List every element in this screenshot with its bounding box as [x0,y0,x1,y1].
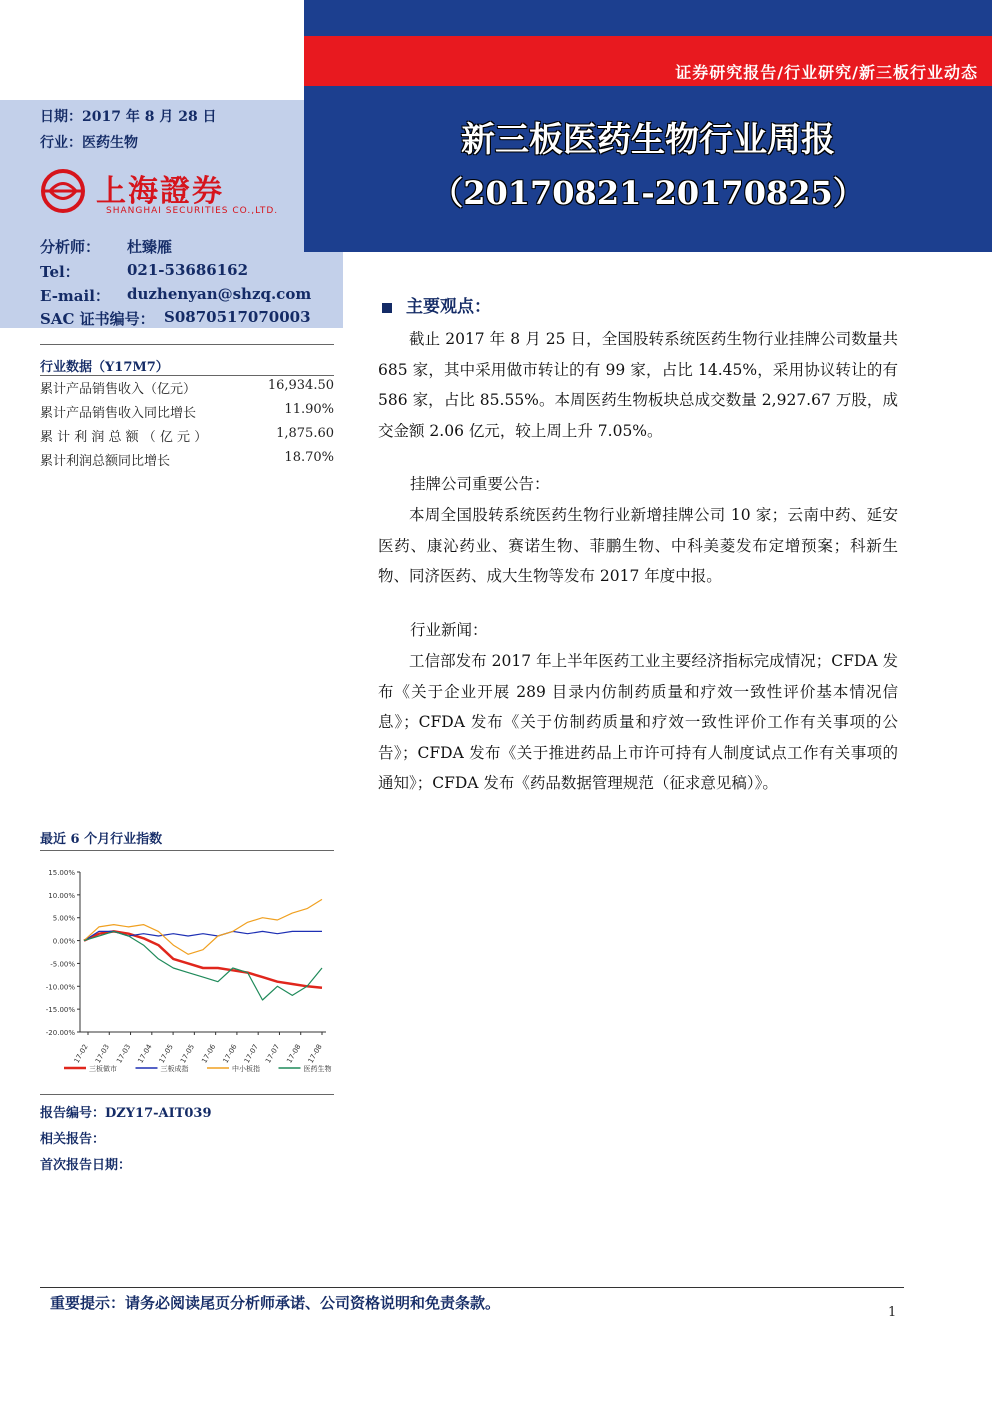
x-tick-label: 17-03 [115,1043,133,1065]
divider [40,375,334,376]
row-value: 1,875.60 [276,426,334,441]
x-tick-label: 17-06 [200,1043,218,1065]
x-tick-label: 17-04 [136,1043,154,1065]
breadcrumb: 证券研究报告/行业研究/新三板行业动态 [675,63,978,82]
series-line-1 [84,931,322,987]
report-number-value: DZY17-AIT039 [105,1106,212,1121]
email-value[interactable]: duzhenyan@shzq.com [127,285,312,303]
industry-data-row [40,426,334,448]
x-tick-label: 17-07 [242,1043,260,1065]
legend-label: 医药生物 [303,1065,332,1073]
sac-value: S0870517070003 [164,308,311,326]
series-line-3 [84,899,322,954]
x-tick-label: 17-08 [285,1043,303,1065]
row-value: 16,934.50 [267,378,334,393]
footer-divider [40,1287,904,1288]
announcements-paragraph [378,500,898,592]
divider [40,1094,334,1095]
report-industry: 行业：医药生物 [40,135,138,151]
news-heading: 行业新闻： [410,621,488,639]
y-tick-label: -5.00% [50,960,75,969]
report-number-label: 报告编号： [40,1106,106,1121]
report-title: 新三板医药生物行业周报 [461,120,835,160]
company-logo [40,162,280,226]
square-bullet-icon [382,303,392,313]
email-label: E-mail： [40,287,110,305]
analyst-name: 杜臻雁 [127,238,173,256]
divider [40,344,334,345]
industry-data-row [40,402,334,424]
industry-data-title: 行业数据（Y17M7） [40,360,169,375]
report-date: 日期：2017 年 8 月 28 日 [40,109,217,125]
divider [40,850,334,851]
industry-data-row [40,378,334,400]
row-value: 11.90% [284,402,334,417]
analyst-label: 分析师： [40,238,101,256]
sac-label: SAC 证书编号： [40,310,155,328]
logo-name-cn: 上海證券 [96,174,224,209]
legend-label: 三板做市 [89,1065,117,1073]
tel-value: 021-53686162 [127,261,249,279]
y-tick-label: 15.00% [48,869,75,877]
y-tick-label: -10.00% [45,983,75,992]
row-label: 累计产品销售收入同比增长 [40,406,197,421]
y-tick-label: -20.00% [45,1029,75,1037]
industry-data-row [40,450,334,472]
row-label: 累计产品销售收入（亿元） [40,382,197,397]
x-tick-label: 17-07 [264,1043,282,1065]
x-tick-label: 17-05 [157,1043,175,1065]
summary-text: 截止 2017 年 8 月 25 日，全国股转系统医药生物行业挂牌公司数量共 685 家，其中采用做市转让的有 99 家，占比 14.45%，采用协议转让的有 586 家，占比 85.55%。本周医药生物板块总成交数量 2,927.67 万股，成交金额 2.06 亿元，较上周上升 7.05%。 [378,330,898,440]
report-number [40,1102,212,1121]
first-report-date: 首次报告日期： [40,1158,132,1173]
announcements-text: 本周全国股转系统医药生物行业新增挂牌公司 10 家；云南中药、延安医药、康沁药业、赛诺生物、菲鹏生物、中科美菱发布定增预案；科新生物、同济医药、成大生物等发布 2017 年度中报。 [378,506,898,585]
related-reports: 相关报告： [40,1132,106,1147]
viewpoint-heading [382,292,491,317]
disclaimer-note: 重要提示：请务必阅读尾页分析师承诺、公司资格说明和免责条款。 [50,1294,501,1312]
legend-label: 三板成指 [160,1065,189,1073]
news-text: 工信部发布 2017 年上半年医药工业主要经济指标完成情况；CFDA 发布《关于企业开展 289 目录内仿制药质量和疗效一致性评价基本情况信息》；CFDA 发布《关于仿制药质量和疗效一致性评价工作有关事项的公告》；CFDA 发布《关于推进药品上市许可持有人制度试点工作有关事项的通知》；CFDA 发布《药品数据管理规范（征求意见稿）》。 [378,652,898,792]
news-paragraph [378,646,898,799]
x-tick-label: 17-05 [178,1043,197,1065]
chart-title: 最近 6 个月行业指数 [40,832,163,847]
page-number: 1 [888,1305,897,1320]
summary-paragraph [378,324,898,446]
viewpoint-heading-text: 主要观点： [406,297,491,317]
x-tick-label: 17-06 [221,1043,239,1065]
chart-svg [40,858,338,1084]
legend-label: 中小板指 [232,1065,260,1073]
tel-label: Tel： [40,263,80,281]
logo-name-en: SHANGHAI SECURITIES CO.,LTD. [106,206,279,216]
series-line-4 [84,931,322,1000]
industry-index-chart [40,858,338,1084]
x-tick-label: 17-08 [306,1043,324,1065]
announcements-heading: 挂牌公司重要公告： [410,475,550,493]
x-tick-label: 17-02 [72,1043,90,1065]
logo-emblem-icon [40,168,86,214]
x-tick-label: 17-03 [93,1043,112,1065]
y-tick-label: 0.00% [52,937,75,946]
y-tick-label: -15.00% [45,1006,75,1015]
report-period: （20170821-20170825） [431,174,865,212]
row-value: 18.70% [284,450,334,465]
y-tick-label: 5.00% [52,914,75,923]
row-label: 累 计 利 润 总 额 （ 亿 元 ） [40,430,208,445]
y-tick-label: 10.00% [48,891,75,900]
row-label: 累计利润总额同比增长 [40,454,171,469]
